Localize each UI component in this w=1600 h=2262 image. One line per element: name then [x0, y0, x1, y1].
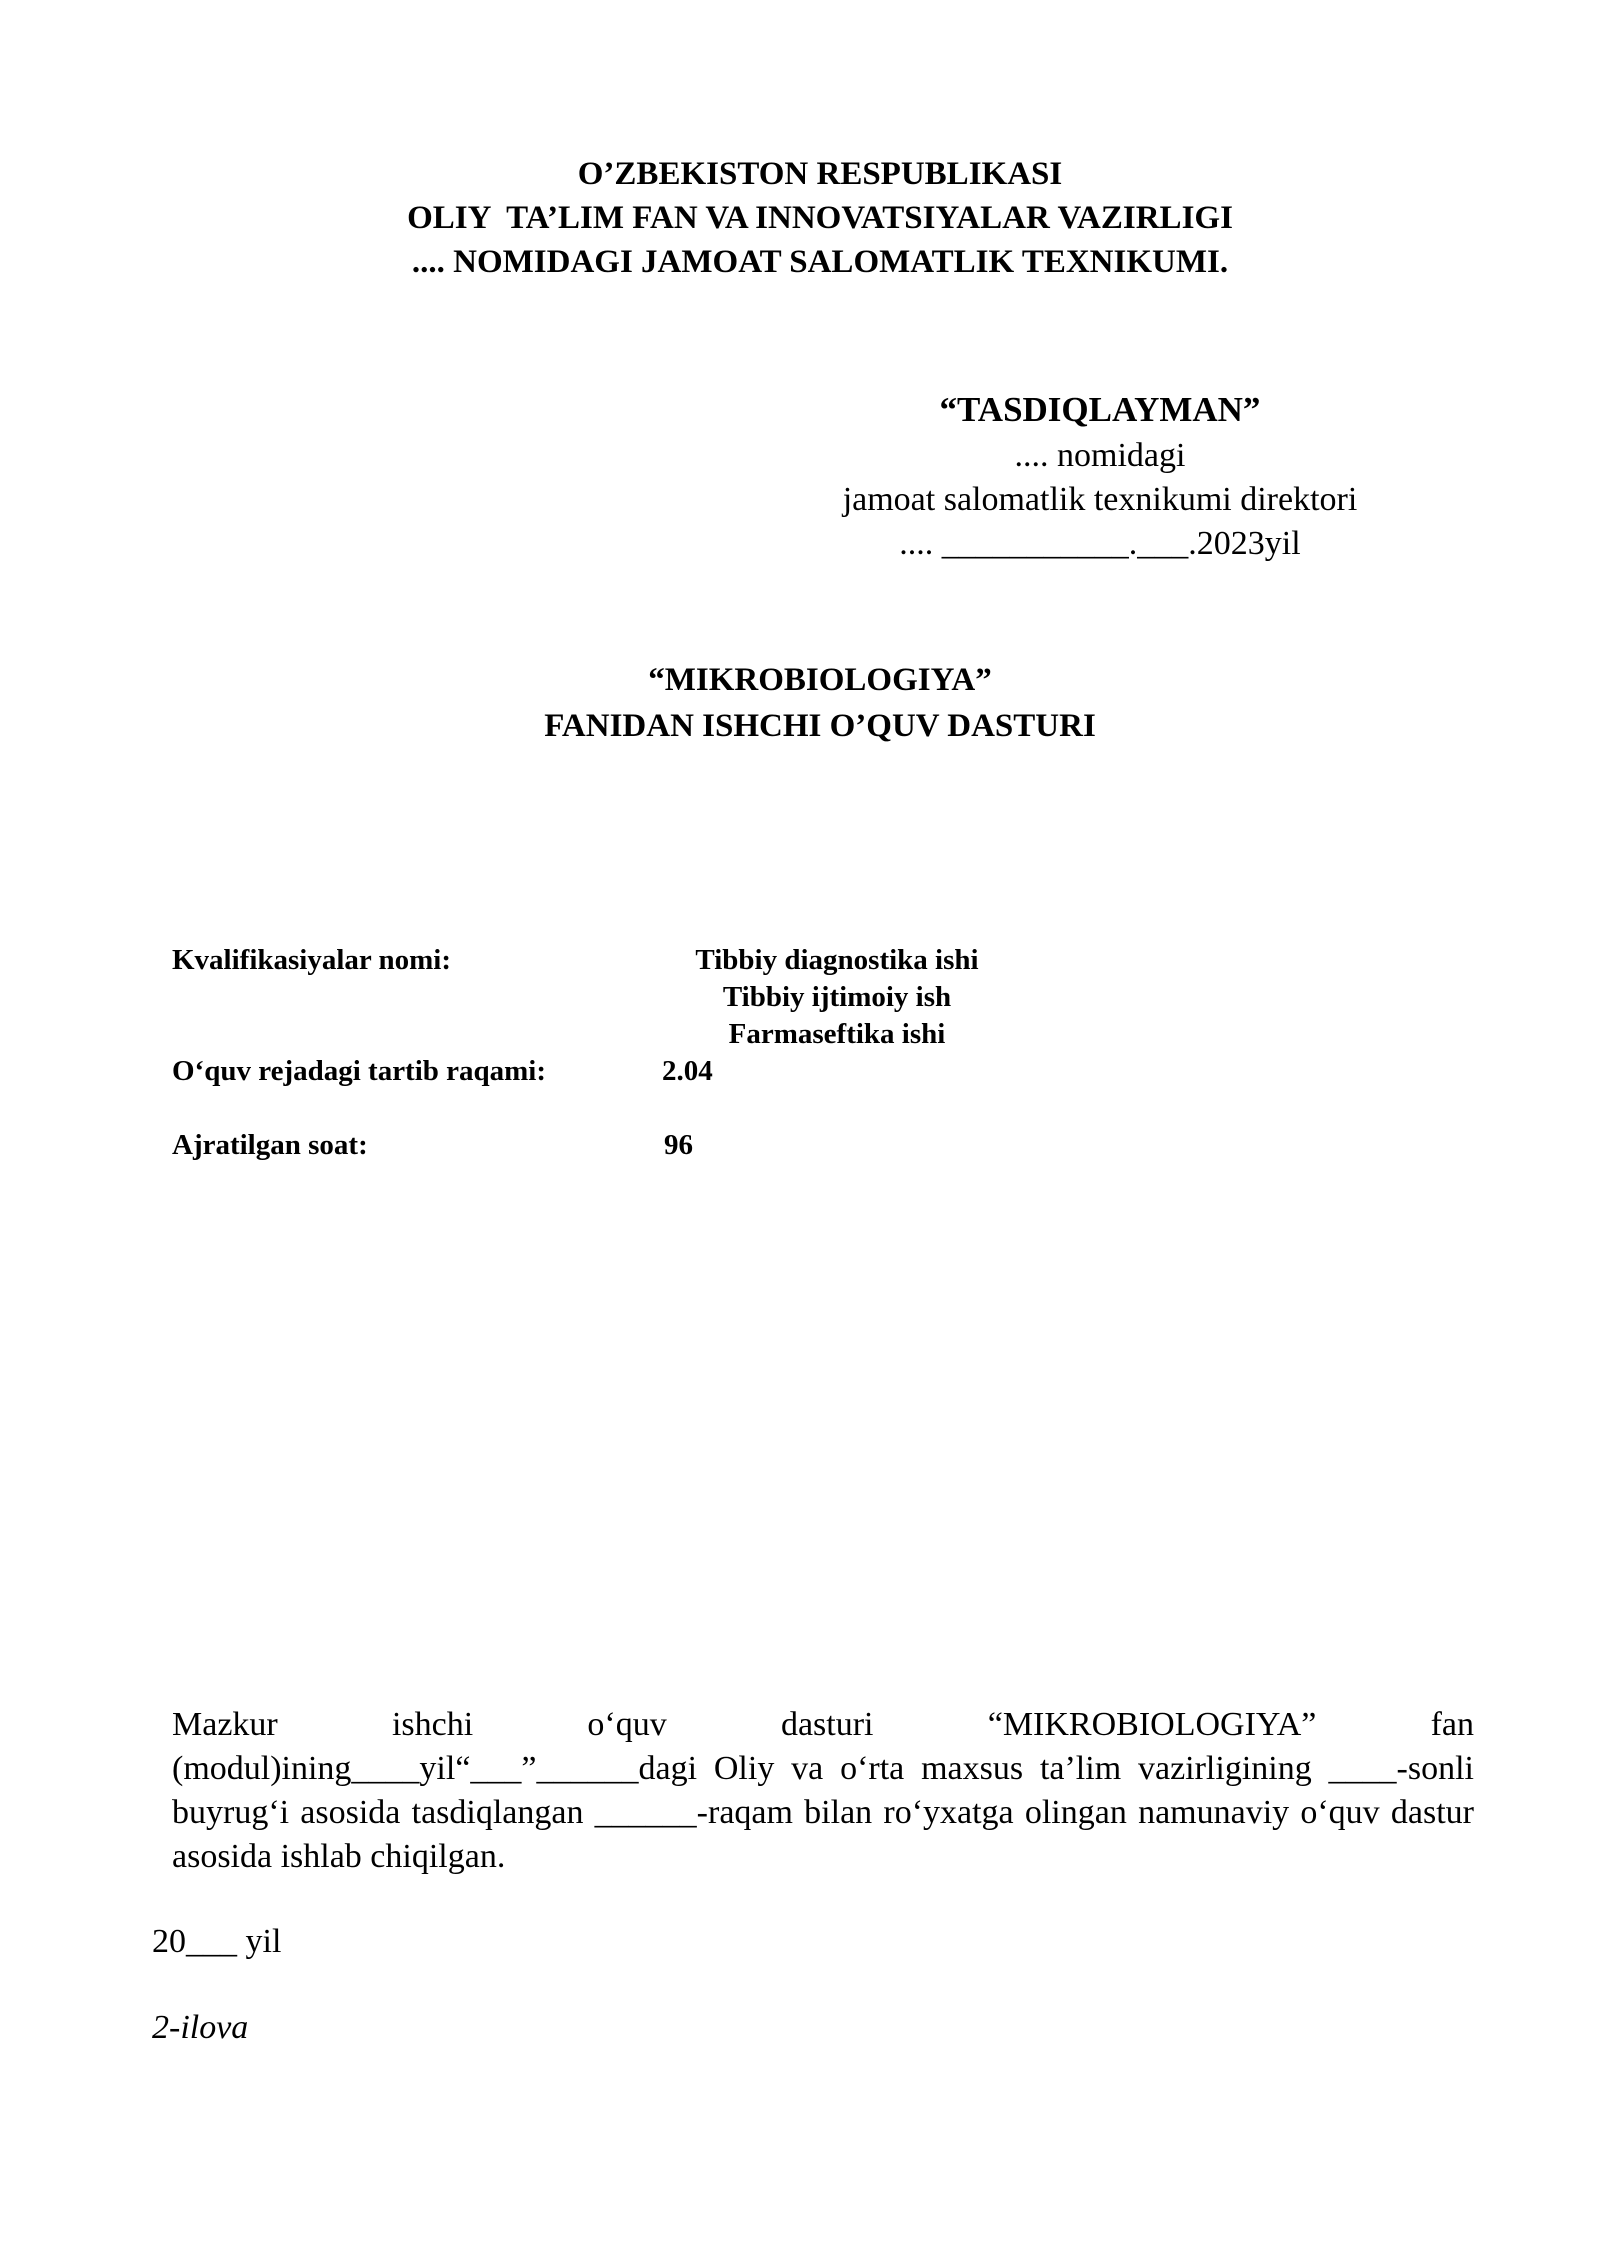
- approval-title: “TASDIQLAYMAN”: [939, 390, 1261, 429]
- course-title: [0, 657, 1600, 749]
- qualification-item: Farmaseftika ishi: [728, 1018, 946, 1050]
- hours-label: Ajratilgan soat:: [172, 1129, 368, 1161]
- approval-line-name: .... nomidagi: [1014, 437, 1186, 474]
- year-line: 20___ yil: [152, 1923, 282, 1960]
- header-country: O’ZBEKISTON RESPUBLIKASI: [577, 156, 1063, 192]
- qualifications-label: Kvalifikasiyalar nomi:: [172, 944, 452, 976]
- appendix-label: 2-ilova: [152, 2009, 249, 2046]
- course-title-subject: “MIKROBIOLOGIYA”: [648, 662, 992, 698]
- order-number-label: O‘quv rejadagi tartib raqami:: [172, 1055, 547, 1087]
- header-ministry: OLIY TA’LIM FAN VA INNOVATSIYALAR VAZIRLIGI: [407, 200, 1233, 236]
- qualifications-list: [652, 942, 1022, 1053]
- approval-block: [760, 388, 1440, 566]
- hours-value: 96: [664, 1129, 693, 1161]
- header-institution: .... NOMIDAGI JAMOAT SALOMATLIK TEXNIKUMI.: [411, 244, 1229, 280]
- course-title-program: FANIDAN ISHCHI O’QUV DASTURI: [544, 708, 1096, 744]
- order-number-value: 2.04: [662, 1055, 713, 1087]
- program-basis-paragraph: Mazkur ishchi o‘quv dasturi “MIKROBIOLOGIYA” fan (modul)ining____yil“___”______dagi Oliy va o‘rta maxsus ta’lim vazirligining ____-sonli buyrug‘i asosida tasdiqlangan ______-raqam bilan ro‘yxatga olingan namunaviy o‘quv dastur asosida ishlab chiqilgan.: [172, 1706, 1474, 1875]
- qualification-item: Tibbiy ijtimoiy ish: [722, 981, 952, 1013]
- approval-line-director: jamoat salomatlik texnikumi direktori: [842, 481, 1358, 518]
- approval-line-date: .... ___________.___.2023yil: [899, 525, 1301, 562]
- qualification-item: Tibbiy diagnostika ishi: [695, 944, 979, 976]
- document-header: [0, 152, 1600, 284]
